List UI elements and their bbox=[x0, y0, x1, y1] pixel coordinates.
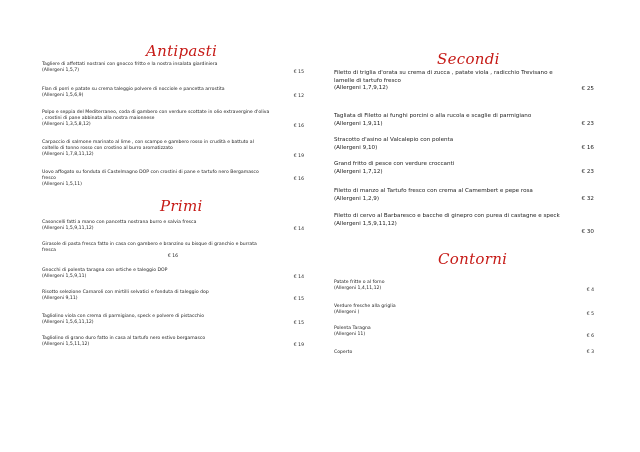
item-price: € 16 bbox=[293, 177, 304, 182]
item-description: Tagliolino viola con crema di parmigiano, speck e polvere di pistacchio bbox=[42, 314, 205, 319]
menu-item bbox=[42, 314, 304, 326]
item-price: € 4 bbox=[586, 288, 594, 293]
item-price: € 25 bbox=[581, 86, 594, 92]
item-description: Polpo e seppia del Mediterraneo, coda di gambero con verdure scottate in olio extravergine d'oliva , crostini di pane abbinata alla nostra maionnese bbox=[42, 110, 270, 122]
menu-item bbox=[334, 280, 594, 292]
item-allergens: (Allergeni 1,5,6,9) bbox=[42, 93, 84, 99]
item-allergens: (Allergeni 1,4,11,12) bbox=[334, 286, 382, 292]
item-price: € 30 bbox=[581, 229, 594, 235]
section-title-antipasti: Antipasti bbox=[146, 42, 218, 60]
section-title-secondi: Secondi bbox=[437, 50, 500, 68]
menu-item bbox=[42, 62, 304, 74]
item-description: Tagliata di Filetto ai funghi porcini o alla rucola e scaglie di parmigiano bbox=[334, 113, 532, 119]
item-description: Uovo affogato su fonduta di Castelmagno DOP con crostini di pane e tartufo nero Bergamasco fresco bbox=[42, 170, 259, 182]
item-allergens: (Allergeni 9,11) bbox=[42, 296, 78, 302]
item-description: Filetto di triglia d'orata su crema di zucca , patate viola , radicchio Trevisano e lamelle di tartufo fresco bbox=[334, 70, 553, 84]
item-allergens: (Allergeni 1,7,12) bbox=[334, 168, 383, 175]
item-allergens: (Allergeni 1,7,9,12) bbox=[334, 85, 388, 92]
item-allergens: (Allergeni 1,5,6,11,12) bbox=[42, 320, 94, 326]
menu-item bbox=[334, 326, 594, 338]
menu-item bbox=[42, 290, 304, 302]
menu-item bbox=[334, 350, 594, 356]
item-allergens: (Allergeni ) bbox=[334, 310, 360, 316]
item-price: € 23 bbox=[581, 121, 594, 127]
menu-item bbox=[334, 188, 594, 203]
item-allergens: (Allergeni 1,7,8,11,12) bbox=[42, 152, 94, 158]
menu-item bbox=[334, 70, 594, 93]
item-price: € 15 bbox=[293, 70, 304, 75]
item-allergens: (Allergeni 1,5,11,12) bbox=[42, 342, 90, 348]
item-description: Grand fritto di pesce con verdure croccanti bbox=[334, 161, 455, 167]
item-description: Stracotto d'asino al Valcalepio con polenta bbox=[334, 137, 454, 143]
item-price: € 3 bbox=[586, 350, 594, 355]
menu-item bbox=[42, 110, 304, 129]
item-description: Coperto bbox=[334, 350, 353, 355]
menu-item bbox=[42, 87, 304, 99]
item-price: € 32 bbox=[581, 196, 594, 202]
item-allergens: (Allergeni 1,3,5,8,12) bbox=[42, 122, 91, 128]
item-price: € 16 bbox=[293, 124, 304, 129]
item-allergens: (Allergeni 1,2,9) bbox=[334, 195, 380, 202]
item-description: Verdure fresche alla griglia bbox=[334, 304, 396, 309]
item-price: € 19 bbox=[293, 343, 304, 348]
item-description: Filetto di manzo al Tartufo fresco con crema al Camembert e pepe rosa bbox=[334, 188, 533, 194]
item-description: Casoncelli fatti a mano con pancetta nostrana burro e salvia fresca bbox=[42, 220, 197, 225]
item-price: € 12 bbox=[293, 94, 304, 99]
item-price: € 5 bbox=[586, 312, 594, 317]
menu-item bbox=[334, 213, 594, 235]
item-allergens: (Allergeni 11) bbox=[334, 332, 366, 338]
item-price: € 19 bbox=[293, 154, 304, 159]
item-description: Tagliolino di grano duro fatto in casa al tartufo nero estivo bergamasco bbox=[42, 336, 206, 341]
menu-item bbox=[42, 220, 304, 232]
item-description: Carpaccio di salmone marinato al lime , con scampo e gambero rosso in crudità e battuto al coltello di tonno rosso con crostino al burro aromatizzato bbox=[42, 140, 254, 152]
item-allergens: (Allergeni 1,5,11) bbox=[42, 182, 82, 188]
item-description: Patate fritte o al forno bbox=[334, 280, 385, 285]
item-allergens: (Allergeni 1,5,9,11) bbox=[42, 274, 87, 280]
item-price: € 16 bbox=[167, 254, 179, 260]
menu-item bbox=[334, 161, 594, 176]
item-description: Risotto selezione Carnaroli con mirtilli selvatici e fonduta di taleggio dop bbox=[42, 290, 209, 295]
item-allergens: (Allergeni 1,9,11) bbox=[334, 120, 383, 127]
item-allergens: (Allergeni 1,5,9,11,12) bbox=[42, 226, 94, 232]
item-description: Tagliere di affettati nostrani con gnocco fritto e la nostra insalata giardiniera bbox=[42, 62, 218, 67]
menu-item bbox=[334, 304, 594, 316]
menu-item bbox=[42, 336, 304, 348]
item-description: Polenta Taragna bbox=[334, 326, 371, 331]
item-description: Filetto di cervo al Barbaresco e bacche di ginepro con purea di castagne e speck bbox=[334, 213, 560, 219]
menu-item bbox=[42, 140, 304, 159]
item-allergens: (Allergeni 9,10) bbox=[334, 144, 378, 151]
item-price: € 15 bbox=[293, 321, 304, 326]
menu-item bbox=[42, 170, 304, 189]
item-allergens: (Allergeni 1,5,9,11,12) bbox=[334, 220, 397, 227]
item-price: € 6 bbox=[586, 334, 594, 339]
item-allergens: (Allergeni 1,5,7) bbox=[42, 68, 79, 74]
item-description: Flan di porri e patate su crema taleggio polvere di nocciole e pancetta arrostita bbox=[42, 87, 225, 92]
menu-item bbox=[334, 137, 594, 152]
item-price: € 14 bbox=[293, 275, 304, 280]
item-price: € 16 bbox=[581, 145, 594, 151]
menu-item bbox=[42, 268, 304, 280]
item-price: € 15 bbox=[293, 297, 304, 302]
section-title-primi: Primi bbox=[160, 197, 203, 215]
item-description: Girasole di pasta fresca fatto in casa con gambero e branzino su bisque di granchio e burrata fresca bbox=[42, 242, 257, 254]
section-title-contorni: Contorni bbox=[438, 250, 508, 268]
menu-item bbox=[334, 113, 594, 128]
item-price: € 23 bbox=[581, 169, 594, 175]
item-price: € 14 bbox=[293, 227, 304, 232]
menu-item bbox=[42, 242, 304, 261]
item-description: Gnocchi di polenta taragna con ortiche e taleggio DOP bbox=[42, 268, 168, 273]
